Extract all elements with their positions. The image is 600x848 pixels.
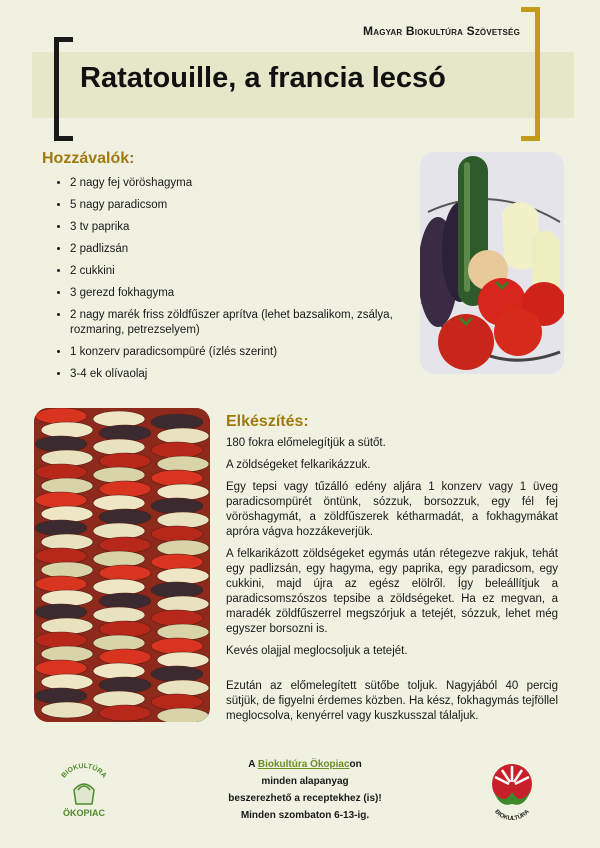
okopiac-logo xyxy=(52,760,116,824)
ingredient-item: • 3-4 ek olívaolaj xyxy=(70,367,430,382)
footer-note xyxy=(200,756,410,824)
ingredient-item: • 3 tv paprika xyxy=(70,220,430,235)
ingredient-item: • 2 padlizsán xyxy=(70,242,430,257)
ingredients-list xyxy=(48,176,430,389)
left-bracket xyxy=(54,37,73,141)
ingredient-item: • 2 nagy fej vöröshagyma xyxy=(70,176,430,191)
ingredient-item: • 1 konzerv paradicsompüré (ízlés szerint) xyxy=(70,345,430,360)
preparation-heading: Elkészítés: xyxy=(226,413,309,430)
preparation-step: A felkarikázott zöldségeket egymás után rétegezve rakjuk, tehát egy padlizsán, egy hagyma, egy paprika, egy paradicsom, egy cukkini, majd újra az egész elölről. Így beleállítjuk a paradicsomszószos tepsibe a zöldségeket. Ha ez megvan, a maradék zöldfűszerrel megszórjuk a tetejét, sózzuk, lehet még egyszer borsozni is. xyxy=(226,548,558,635)
preparation-step: Ezután az előmelegített sütőbe toljuk. Nagyjából 40 percig sütjük, de figyelni érdemes közben. Ha kész, fokhagymás tejföllel meglocsolva, kenyérrel vagy kuszkusszal tálaljuk. xyxy=(226,680,558,722)
okopiac-link[interactable]: Biokultúra Ökopiac xyxy=(257,759,350,770)
footer-line: Minden szombaton 6-13-ig. xyxy=(240,810,370,821)
vegetables-photo xyxy=(420,152,564,374)
footer-suffix: on xyxy=(349,759,362,770)
svg-text:ÖKOPIAC: ÖKOPIAC xyxy=(62,808,106,818)
preparation-step: 180 fokra előmelegítjük a sütőt. xyxy=(226,437,386,449)
ingredient-item: • 5 nagy paradicsom xyxy=(70,198,430,213)
preparation-step: Kevés olajjal meglocsoljuk a tetejét. xyxy=(226,645,408,657)
ingredient-item: • 3 gerezd fokhagyma xyxy=(70,286,430,301)
preparation-step: Egy tepsi vagy tűzálló edény aljára 1 konzerv vagy 1 üveg paradicsompürét öntünk, sózzuk, borsozzuk, egy fél fej vöröshagymát, a zöldfűszerek kétharmadát, a fokhagymákat apróra vágva hozzákeverjük. xyxy=(226,481,558,538)
organization-name: Magyar Biokultúra Szövetség xyxy=(363,24,520,38)
right-bracket xyxy=(521,7,540,141)
ingredient-item: • 2 nagy marék friss zöldfűszer aprítva (lehet bazsalikom, zsálya, rozmaring, petrezselyem) xyxy=(70,308,430,338)
ingredient-item: • 2 cukkini xyxy=(70,264,430,279)
ingredients-heading: Hozzávalók: xyxy=(42,150,135,167)
preparation-step: A zöldségeket felkarikázzuk. xyxy=(226,459,371,471)
footer-line: minden alapanyag xyxy=(261,776,349,787)
biokultura-logo xyxy=(484,762,540,822)
page-title: Ratatouille, a francia lecsó xyxy=(80,62,446,94)
footer-prefix: A xyxy=(248,759,258,770)
svg-text:BIOKULTÚRA: BIOKULTÚRA xyxy=(493,808,531,822)
preparation-text xyxy=(226,436,558,731)
ratatouille-photo xyxy=(34,408,210,722)
svg-text:BIOKULTÚRA: BIOKULTÚRA xyxy=(60,762,108,780)
footer-line: beszerezhető a receptekhez (is)! xyxy=(228,793,382,804)
